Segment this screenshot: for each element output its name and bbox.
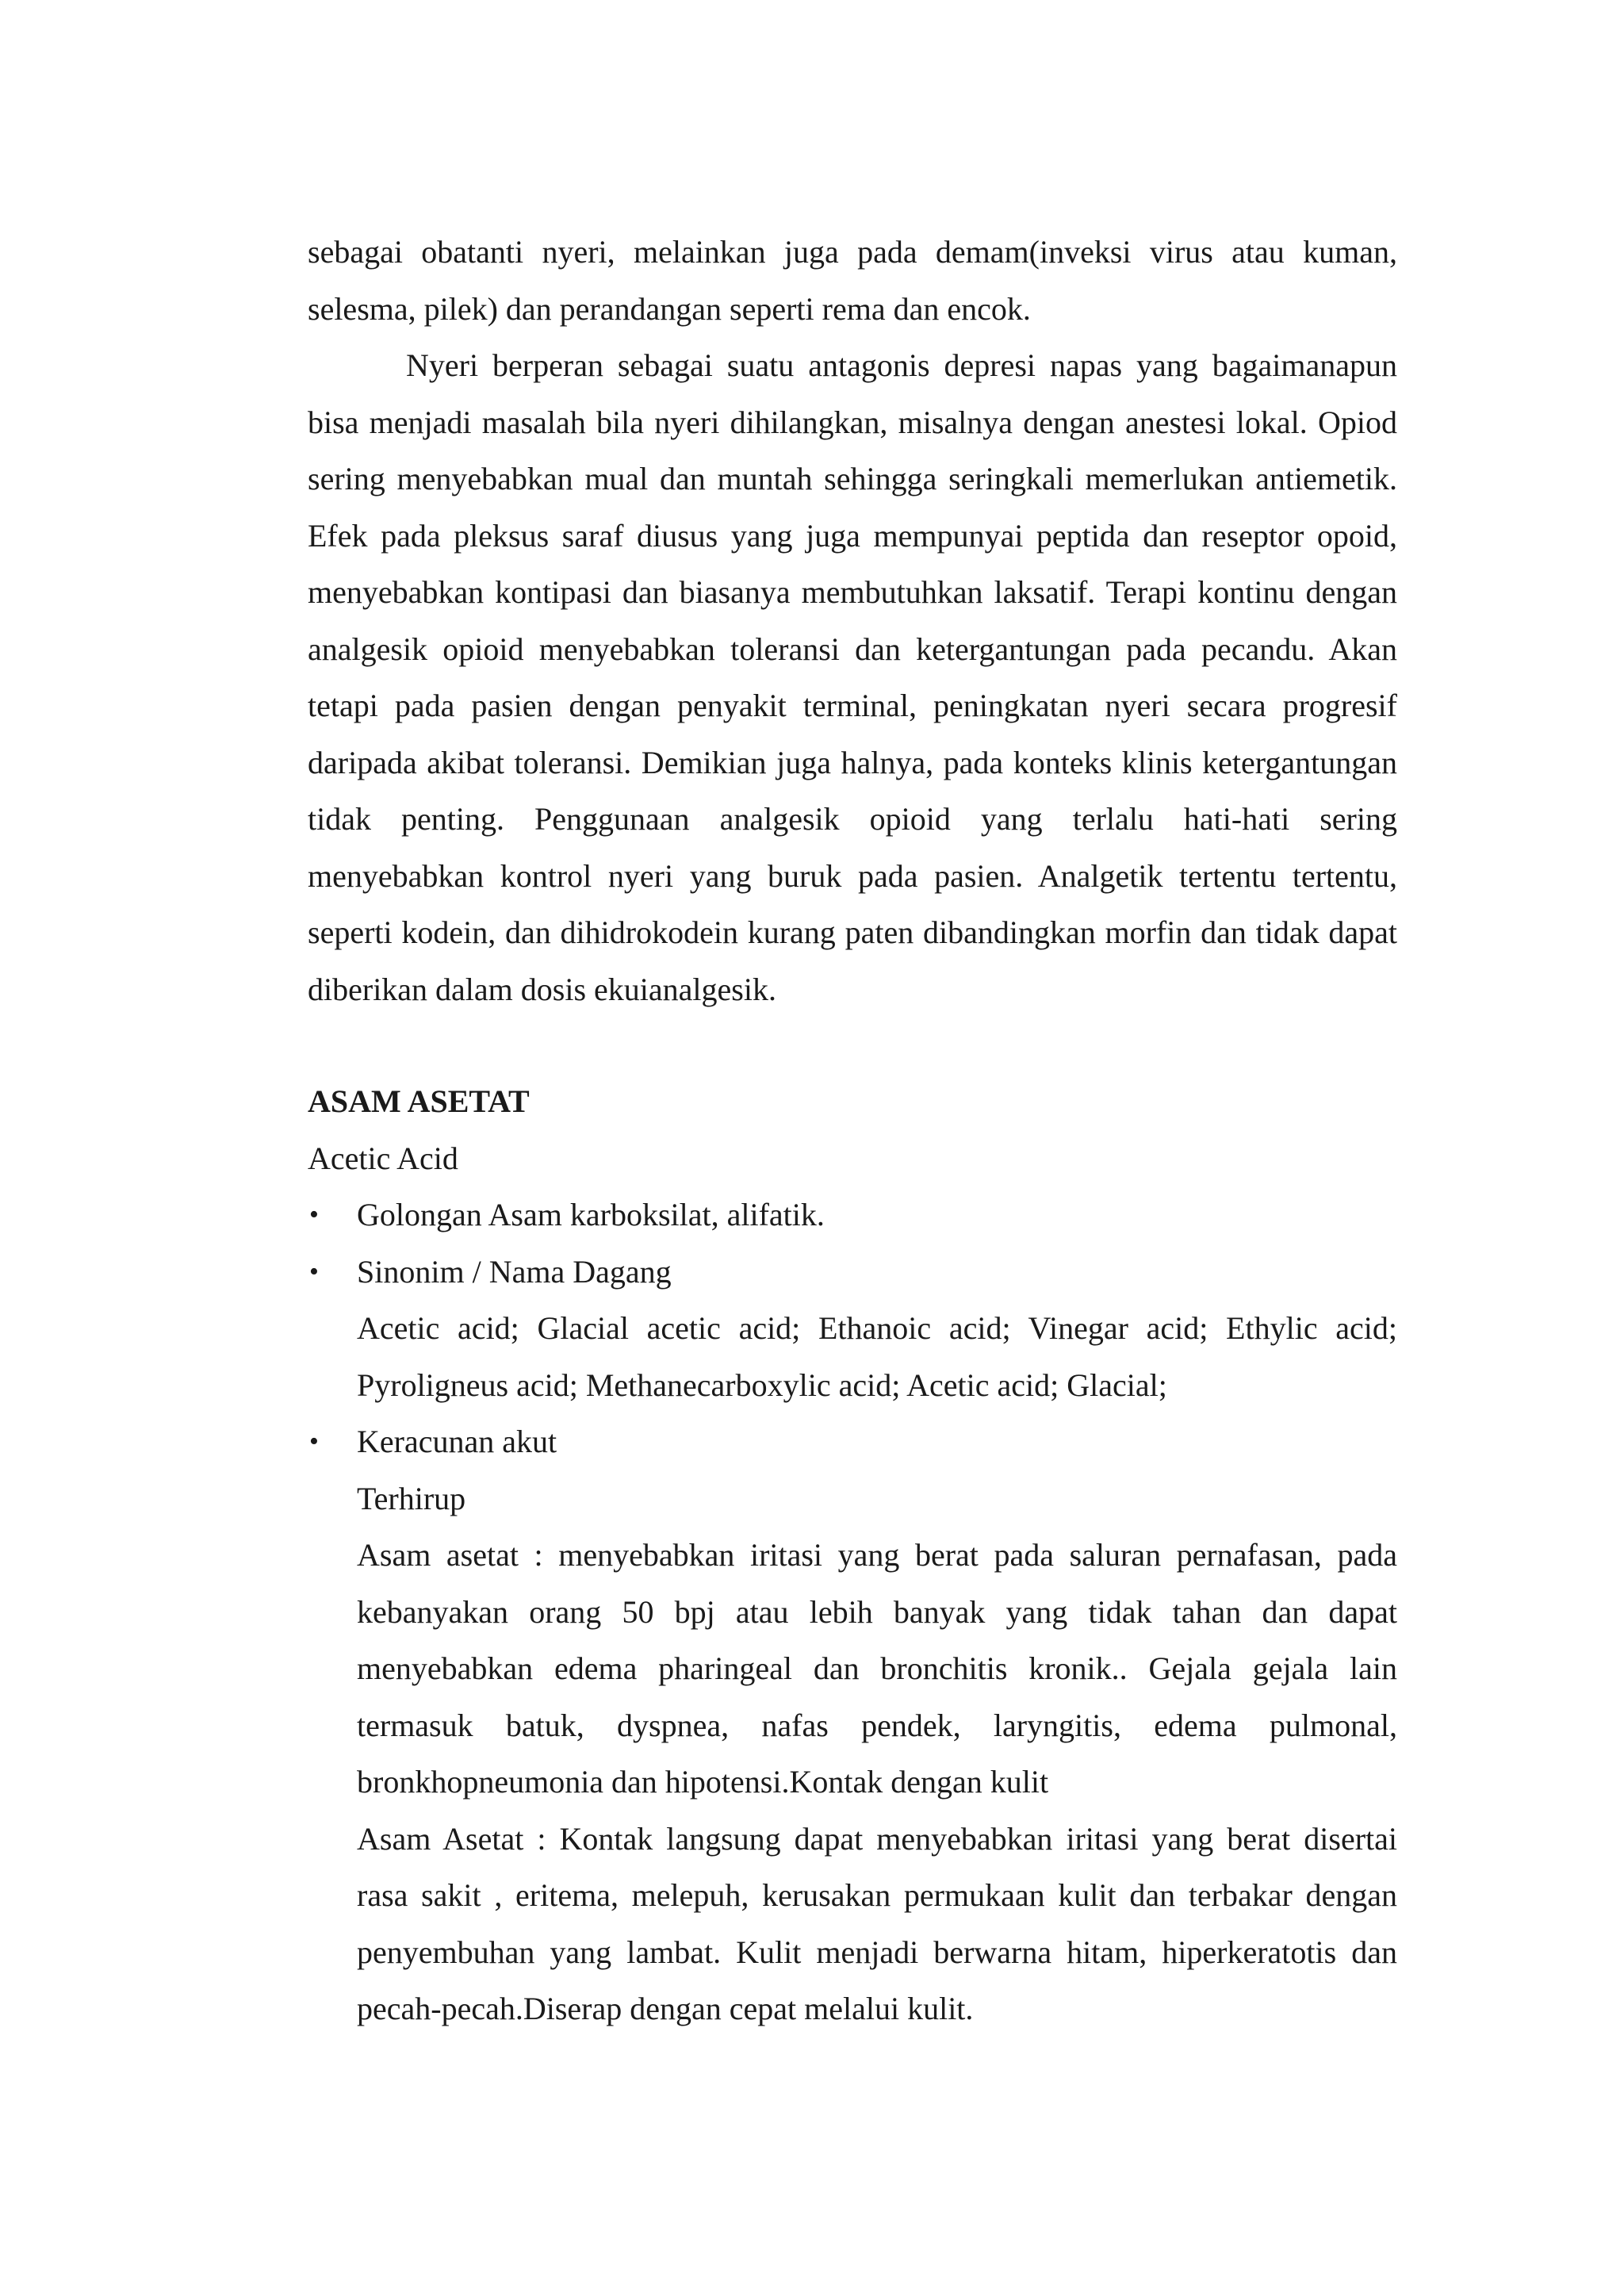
- sub-heading-terhirup: Terhirup: [357, 1480, 466, 1516]
- bullet-icon: •: [309, 1200, 319, 1229]
- list-item-keracunan: [308, 1413, 1397, 1470]
- skin-contact-text: Asam Asetat : Kontak langsung dapat menyebabkan iritasi yang berat disertai rasa sakit , eritema, melepuh, kerusakan permukaan kulit dan terbakar dengan penyembuhan yang lambat. Kulit menjadi berwarna hitam, hiperkeratotis dan pecah-pecah.Diserap dengan cepat melalui kulit.: [357, 1820, 1397, 2026]
- paragraph-intro: sebagai obatanti nyeri, melainkan juga pada demam(inveksi virus atau kuman, selesma, pilek) dan perandangan seperti rema dan encok.: [308, 234, 1397, 327]
- list-item-label: Sinonim / Nama Dagang: [357, 1253, 672, 1290]
- section-heading: ASAM ASETAT: [308, 1083, 530, 1119]
- synonym-text: Acetic acid; Glacial acetic acid; Ethanoic acid; Vinegar acid; Ethylic acid; Pyroligneus acid; Methanecarboxylic acid; Acetic acid; Glacial;: [357, 1310, 1397, 1403]
- list-item-label: Golongan Asam karboksilat, alifatik.: [357, 1197, 825, 1232]
- bullet-icon: •: [309, 1427, 319, 1456]
- list-item-label: Keracunan akut: [357, 1424, 557, 1459]
- document-page: [308, 224, 1397, 2037]
- list-item-golongan: [308, 1186, 1397, 1244]
- inhalation-text: Asam asetat : menyebabkan iritasi yang berat pada saluran pernafasan, pada kebanyakan orang 50 bpj atau lebih banyak yang tidak tahan dan dapat menyebabkan edema pharingeal dan bronchitis kronik.. Gejala gejala lain termasuk batuk, dyspnea, nafas pendek, laryngitis, edema pulmonal, bronkhopneumonia dan hipotensi.Kontak dengan kulit: [357, 1537, 1397, 1800]
- property-list: [308, 1186, 1397, 1300]
- paragraph-opioid-effects: Nyeri berperan sebagai suatu antagonis depresi napas yang bagaimanapun bisa menjadi masalah bila nyeri dihilangkan, misalnya dengan anestesi lokal. Opiod sering menyebabkan mual dan muntah sehingga seringkali memerlukan antiemetik. Efek pada pleksus saraf diusus yang juga mempunyai peptida dan reseptor opoid, menyebabkan kontipasi dan biasanya membutuhkan laksatif. Terapi kontinu dengan analgesik opioid menyebabkan toleransi dan ketergantungan pada pecandu. Akan tetapi pada pasien dengan penyakit terminal, peningkatan nyeri secara progresif daripada akibat toleransi. Demikian juga halnya, pada konteks klinis ketergantungan tidak penting. Penggunaan analgesik opioid yang terlalu hati-hati sering menyebabkan kontrol nyeri yang buruk pada pasien. Analgetik tertentu tertentu, seperti kodein, dan dihidrokodein kurang paten dibandingkan morfin dan tidak dapat diberikan dalam dosis ekuianalgesik.: [308, 347, 1397, 1007]
- list-item-sinonim: [308, 1244, 1397, 1301]
- section-subtitle: Acetic Acid: [308, 1140, 458, 1176]
- bullet-icon: •: [309, 1256, 319, 1286]
- property-list-continued: [308, 1413, 1397, 1470]
